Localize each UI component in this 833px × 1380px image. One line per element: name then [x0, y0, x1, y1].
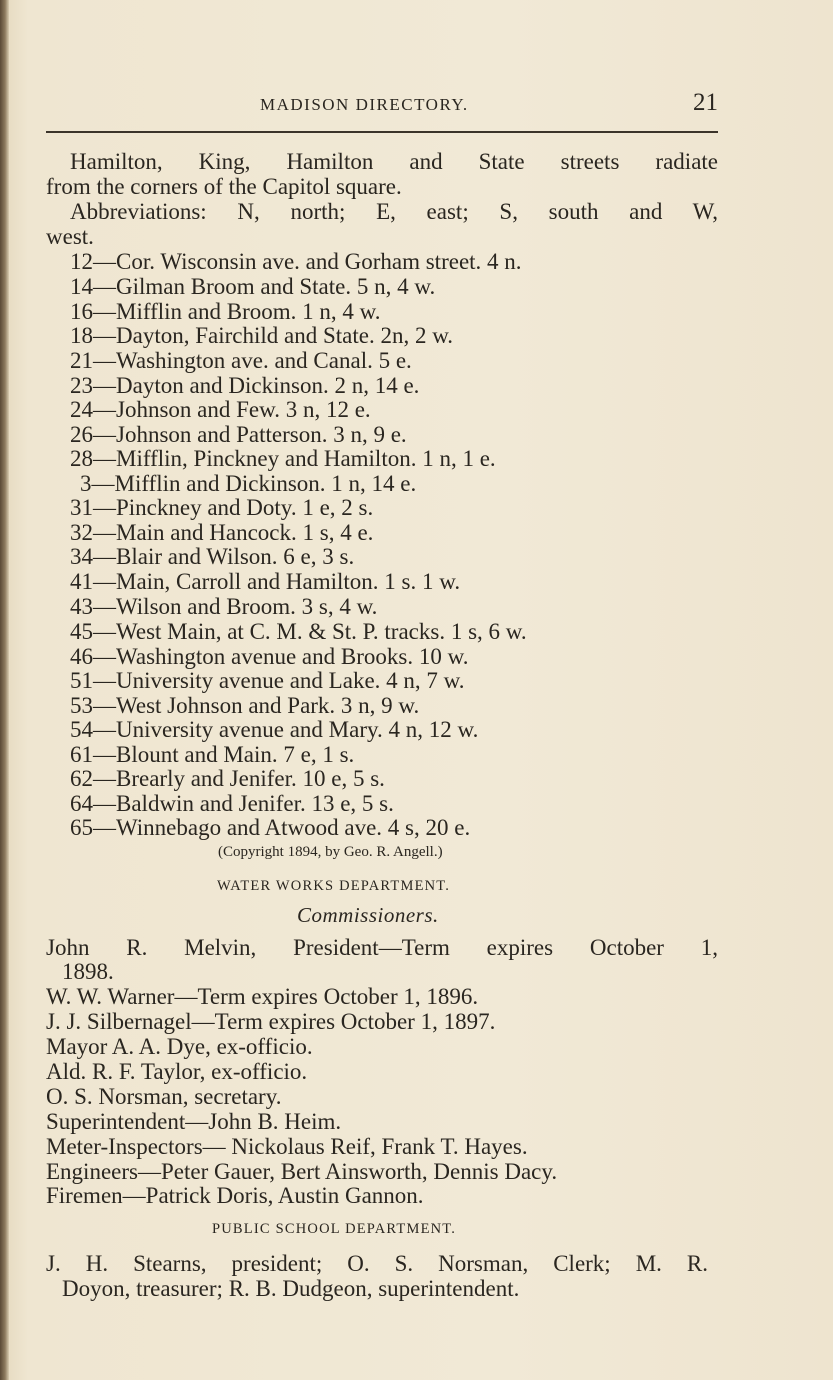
- box-entry: 14—Gilman Broom and State. 5 n, 4 w.: [70, 274, 436, 299]
- section-heading-public-school: PUBLIC SCHOOL DEPARTMENT.: [212, 1221, 457, 1237]
- water-works-line: Meter-Inspectors— Nickolaus Reif, Frank T. Hayes.: [46, 1134, 528, 1159]
- water-works-line: John R. Melvin, President—Term expires October 1,: [46, 935, 718, 960]
- copyright-note: (Copyright 1894, by Geo. R. Angell.): [218, 844, 443, 860]
- box-entry: 53—West Johnson and Park. 3 n, 9 w.: [70, 693, 420, 718]
- box-entry: 32—Main and Hancock. 1 s, 4 e.: [70, 520, 374, 545]
- public-school-line: Doyon, treasurer; R. B. Dudgeon, superintendent.: [62, 1276, 520, 1301]
- box-entry: 21—Washington ave. and Canal. 5 e.: [70, 348, 412, 373]
- box-entry: 41—Main, Carroll and Hamilton. 1 s. 1 w.: [70, 569, 461, 594]
- box-entry: 18—Dayton, Fairchild and State. 2n, 2 w.: [70, 323, 454, 348]
- box-entry: 23—Dayton and Dickinson. 2 n, 14 e.: [70, 373, 420, 398]
- box-entry: 28—Mifflin, Pinckney and Hamilton. 1 n, 1 e.: [70, 446, 496, 471]
- box-entry: 3—Mifflin and Dickinson. 1 n, 14 e.: [80, 471, 417, 496]
- water-works-line: Superintendent—John B. Heim.: [46, 1109, 342, 1134]
- intro-line: Abbreviations: N, north; E, east; S, south and W,: [70, 199, 718, 224]
- intro-line: Hamilton, King, Hamilton and State streets radiate: [70, 149, 718, 174]
- running-head-title: MADISON DIRECTORY.: [260, 95, 469, 114]
- box-entry: 62—Brearly and Jenifer. 10 e, 5 s.: [70, 766, 385, 791]
- intro-line: west.: [46, 224, 94, 249]
- public-school-line: J. H. Stearns, president; O. S. Norsman, Clerk; M. R.: [46, 1251, 708, 1276]
- box-entry: 26—Johnson and Patterson. 3 n, 9 e.: [70, 422, 407, 447]
- section-subheading-commissioners: Commissioners.: [297, 903, 439, 927]
- water-works-line: Ald. R. F. Taylor, ex-officio.: [46, 1059, 308, 1084]
- box-entry: 54—University avenue and Mary. 4 n, 12 w.: [70, 717, 479, 742]
- box-entry: 16—Mifflin and Broom. 1 n, 4 w.: [70, 299, 381, 324]
- section-heading-water-works: WATER WORKS DEPARTMENT.: [217, 878, 451, 894]
- header-rule: [46, 131, 718, 133]
- box-entry: 51—University avenue and Lake. 4 n, 7 w.: [70, 668, 465, 693]
- box-entry: 65—Winnebago and Atwood ave. 4 s, 20 e.: [70, 815, 471, 840]
- page-binding-edge: [0, 0, 9, 1380]
- box-entry: 43—Wilson and Broom. 3 s, 4 w.: [70, 594, 378, 619]
- water-works-line: 1898.: [62, 959, 114, 984]
- water-works-line: O. S. Norsman, secretary.: [46, 1084, 282, 1109]
- box-entry: 45—West Main, at C. M. & St. P. tracks. 1 s, 6 w.: [70, 619, 527, 644]
- box-entry: 31—Pinckney and Doty. 1 e, 2 s.: [70, 495, 374, 520]
- box-entry: 24—Johnson and Few. 3 n, 12 e.: [70, 397, 371, 422]
- water-works-line: Mayor A. A. Dye, ex-officio.: [46, 1034, 313, 1059]
- intro-line: from the corners of the Capitol square.: [46, 174, 402, 199]
- water-works-line: W. W. Warner—Term expires October 1, 1896.: [46, 984, 479, 1009]
- box-entry: 46—Washington avenue and Brooks. 10 w.: [70, 644, 469, 669]
- water-works-line: J. J. Silbernagel—Term expires October 1, 1897.: [46, 1009, 496, 1034]
- box-entry: 61—Blount and Main. 7 e, 1 s.: [70, 742, 355, 767]
- box-entry: 64—Baldwin and Jenifer. 13 e, 5 s.: [70, 791, 394, 816]
- water-works-line: Firemen—Patrick Doris, Austin Gannon.: [46, 1183, 424, 1208]
- water-works-line: Engineers—Peter Gauer, Bert Ainsworth, Dennis Dacy.: [46, 1159, 558, 1184]
- box-entry: 12—Cor. Wisconsin ave. and Gorham street. 4 n.: [70, 249, 522, 274]
- box-entry: 34—Blair and Wilson. 6 e, 3 s.: [70, 544, 355, 569]
- running-head: [46, 89, 718, 119]
- page-number: 21: [693, 89, 718, 116]
